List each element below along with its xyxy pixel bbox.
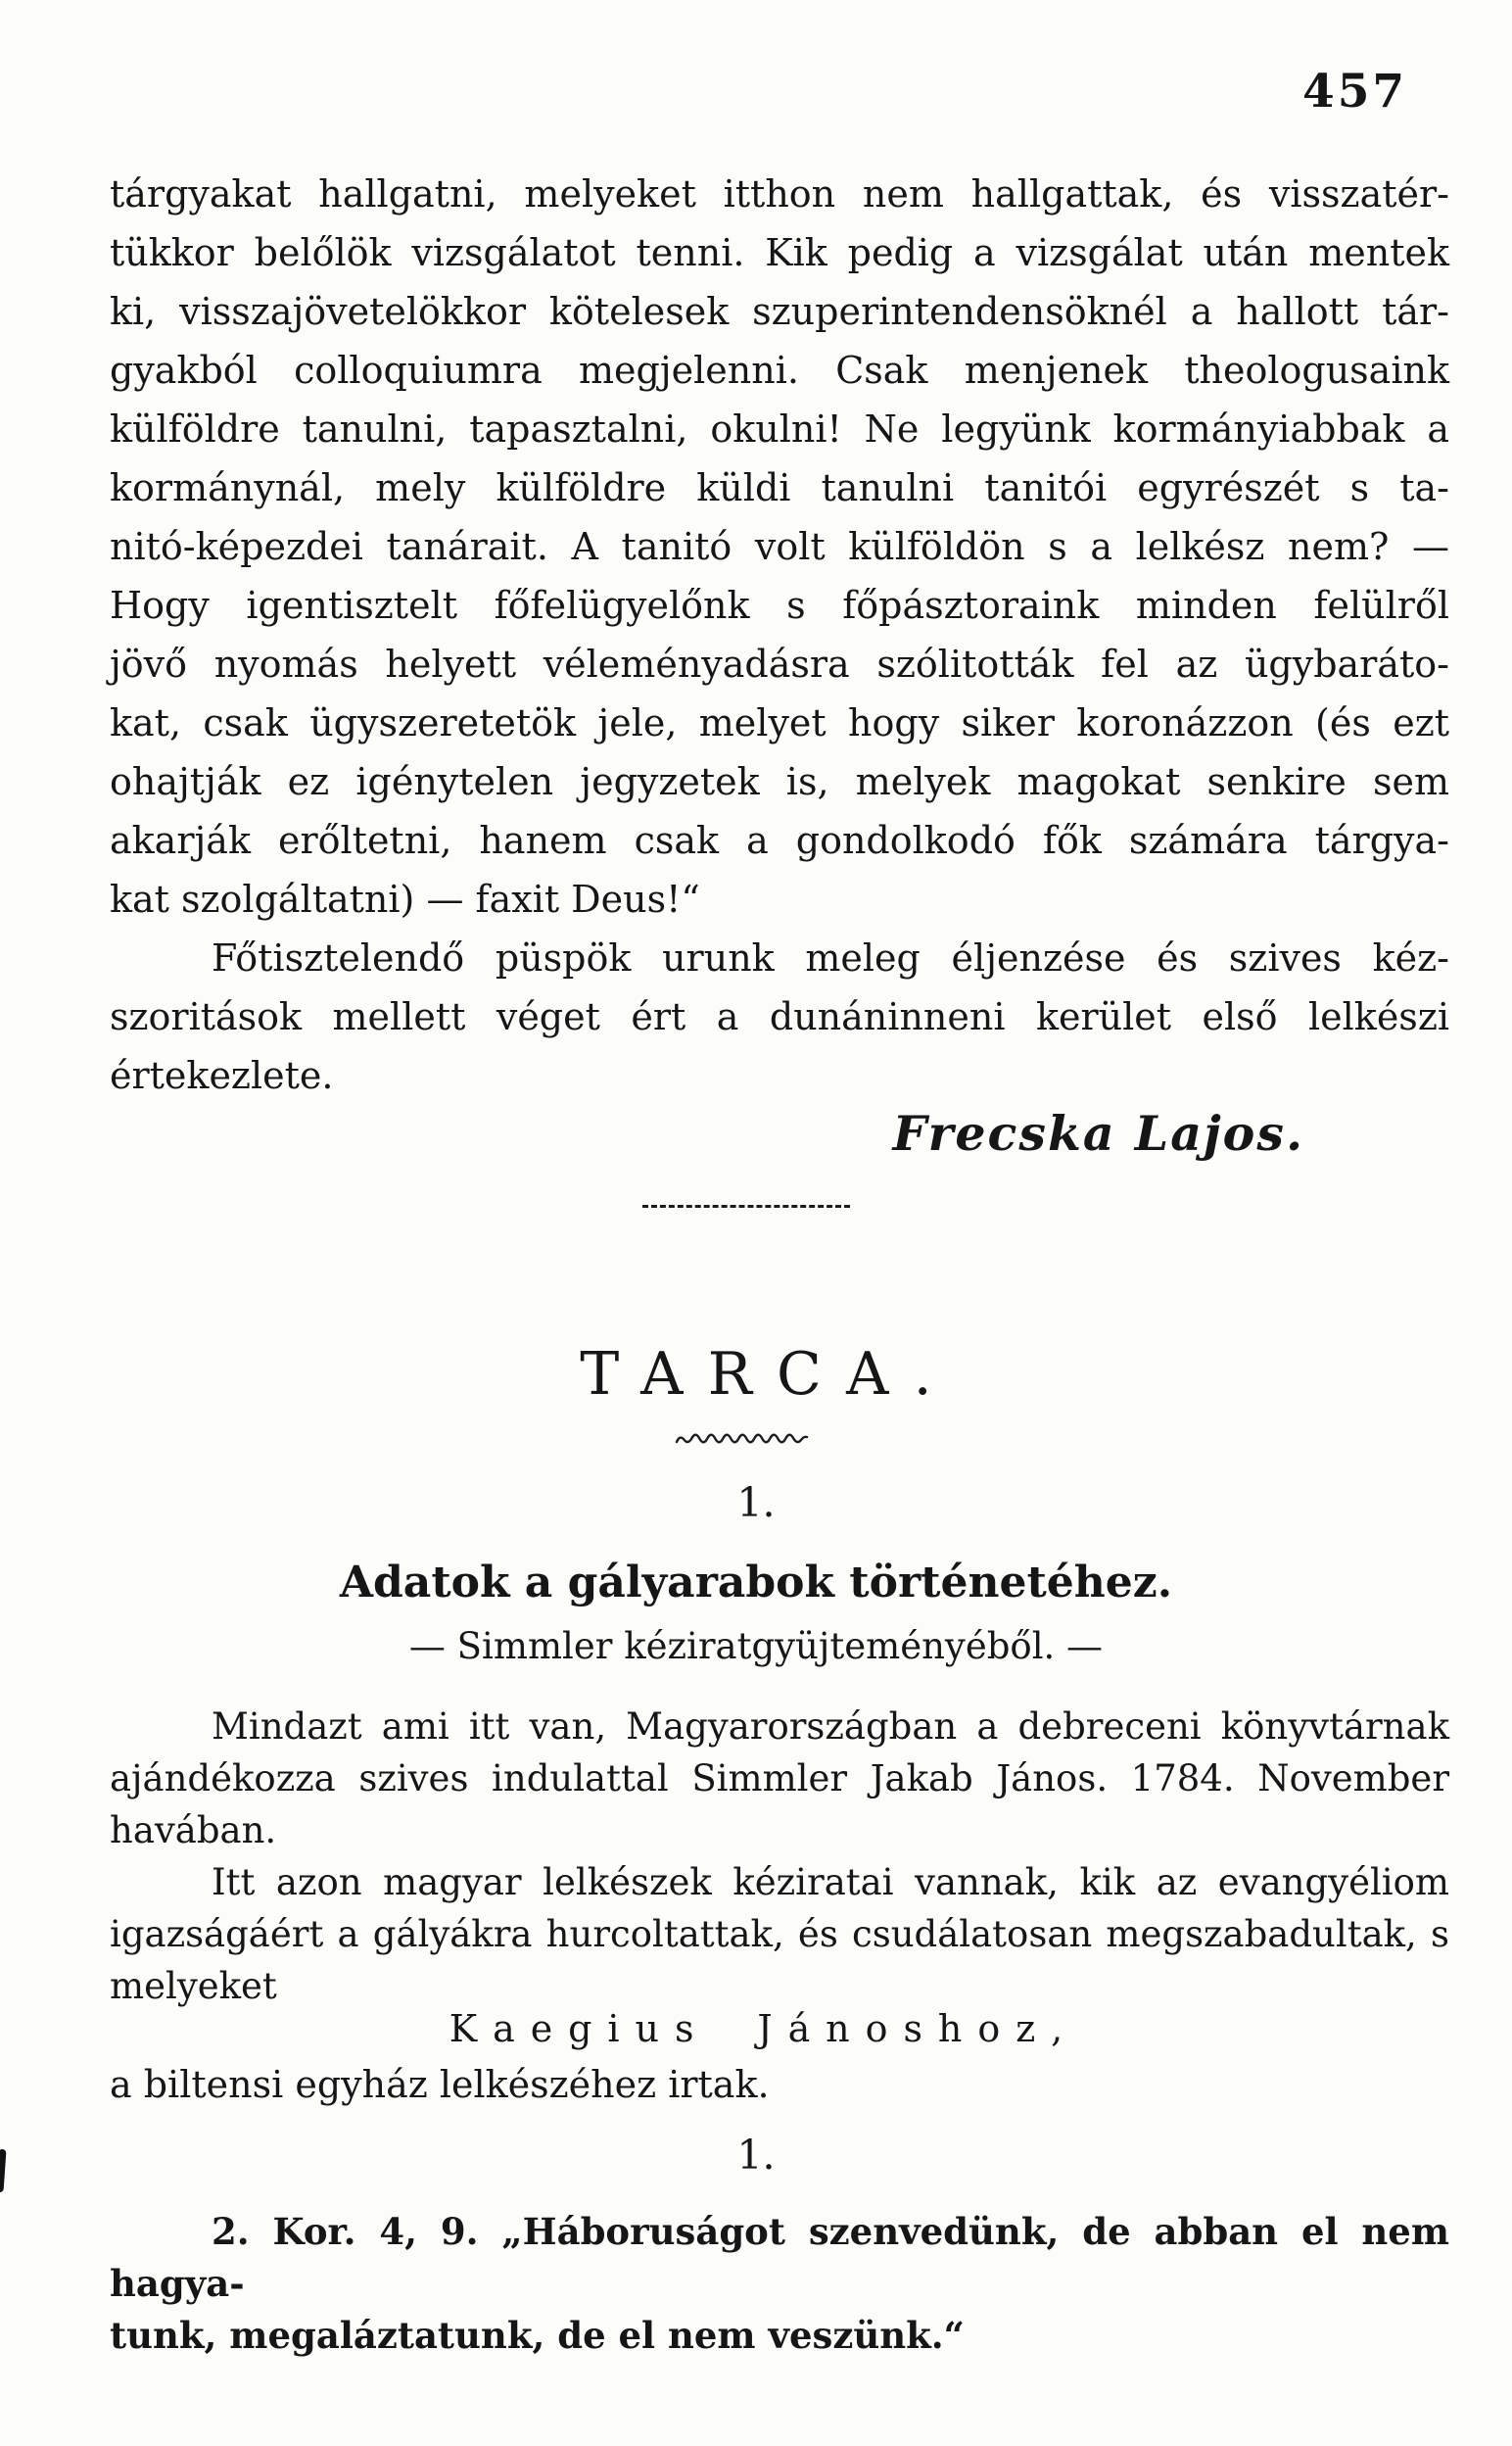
text-line: 2. Kor. 4, 9. „Háboruságot szenvedünk, de abban el nem hagya- [110,2210,1449,2305]
text-line: havában. [110,1809,277,1851]
text-line: tükkor belőlök vizsgálatot tenni. Kik pedig a vizsgálat után mentek [110,231,1449,274]
text-line: Mindazt ami itt van, Magyarországban a debreceni könyvtárnak [212,1705,1449,1748]
text-line: tárgyakat hallgatni, melyeket itthon nem hallgattak, és visszatér- [110,172,1449,216]
main-text-block [110,165,1449,1105]
text-line: jövő nyomás helyett véleményadásra szólitották fel az ügybaráto- [110,643,1449,686]
article-subtitle: — Simmler kéziratgyüjteményéből. — [408,1625,1104,1667]
text-line: értekezlete. [110,1054,334,1097]
scripture-block [110,2206,1449,2362]
text-line: kormánynál, mely külföldre küldi tanulni tanitói egyrészét s ta- [110,466,1449,509]
section-title: TARCA. [580,1340,957,1409]
text-line: ohajtják ez igénytelen jegyzetek is, melyek magokat senkire sem [110,760,1449,803]
text-line: Főtisztelendő püspök urunk meleg éljenzése és szives kéz- [212,936,1449,980]
article-body-block [110,1701,1449,2012]
item-number: 1. [736,1479,776,1526]
text-line: kat szolgáltatni) — faxit Deus!“ [110,878,700,921]
church-line: a biltensi egyház lelkészéhez irtak. [110,2063,770,2106]
text-line: gyakból colloquiumra megjelenni. Csak menjenek theologusaink [110,349,1449,392]
addressee-line: Kaegius Jánoshoz, [449,2007,1079,2050]
text-line: igazságáért a gályákra hurcoltattak, és csudálatosan megszabadultak, s [110,1913,1449,1955]
page-number: 457 [1302,65,1408,119]
dashed-divider [642,1205,850,1208]
article-title: Adatok a gályarabok történetéhez. [339,1558,1173,1607]
text-line: akarják erőltetni, hanem csak a gondolkodó fők számára tárgya- [110,819,1449,862]
text-line: külföldre tanulni, tapasztalni, okulni! Ne legyünk kormányiabbak a [110,408,1449,451]
text-line: ajándékozza szives indulattal Simmler Jakab János. 1784. November [110,1757,1449,1799]
author-signature: Frecska Lajos. [892,1105,1304,1162]
text-line: kat, csak ügyszeretetök jele, melyet hogy siker koronázzon (és ezt [110,701,1449,744]
text-line: tunk, megaláztatunk, de el nem veszünk.“ [110,2314,965,2357]
subitem-number: 1. [736,2132,776,2179]
text-line: Hogy igentisztelt főfelügyelőnk s főpásztoraink minden felülről [110,584,1449,627]
text-line: nitó-képezdei tanárait. A tanitó volt külföldön s a lelkész nem? — [110,525,1449,568]
text-line: szoritások mellett véget ért a dunáninneni kerület első lelkészi [110,995,1449,1038]
text-line: melyeket [110,1965,277,2007]
text-line: ki, visszajövetelökkor kötelesek szuperintendensöknél a hallott tár- [110,290,1449,333]
wavy-flourish [673,1426,839,1448]
text-line: Itt azon magyar lelkészek kéziratai vannak, kik az evangyéliom [212,1861,1449,1903]
